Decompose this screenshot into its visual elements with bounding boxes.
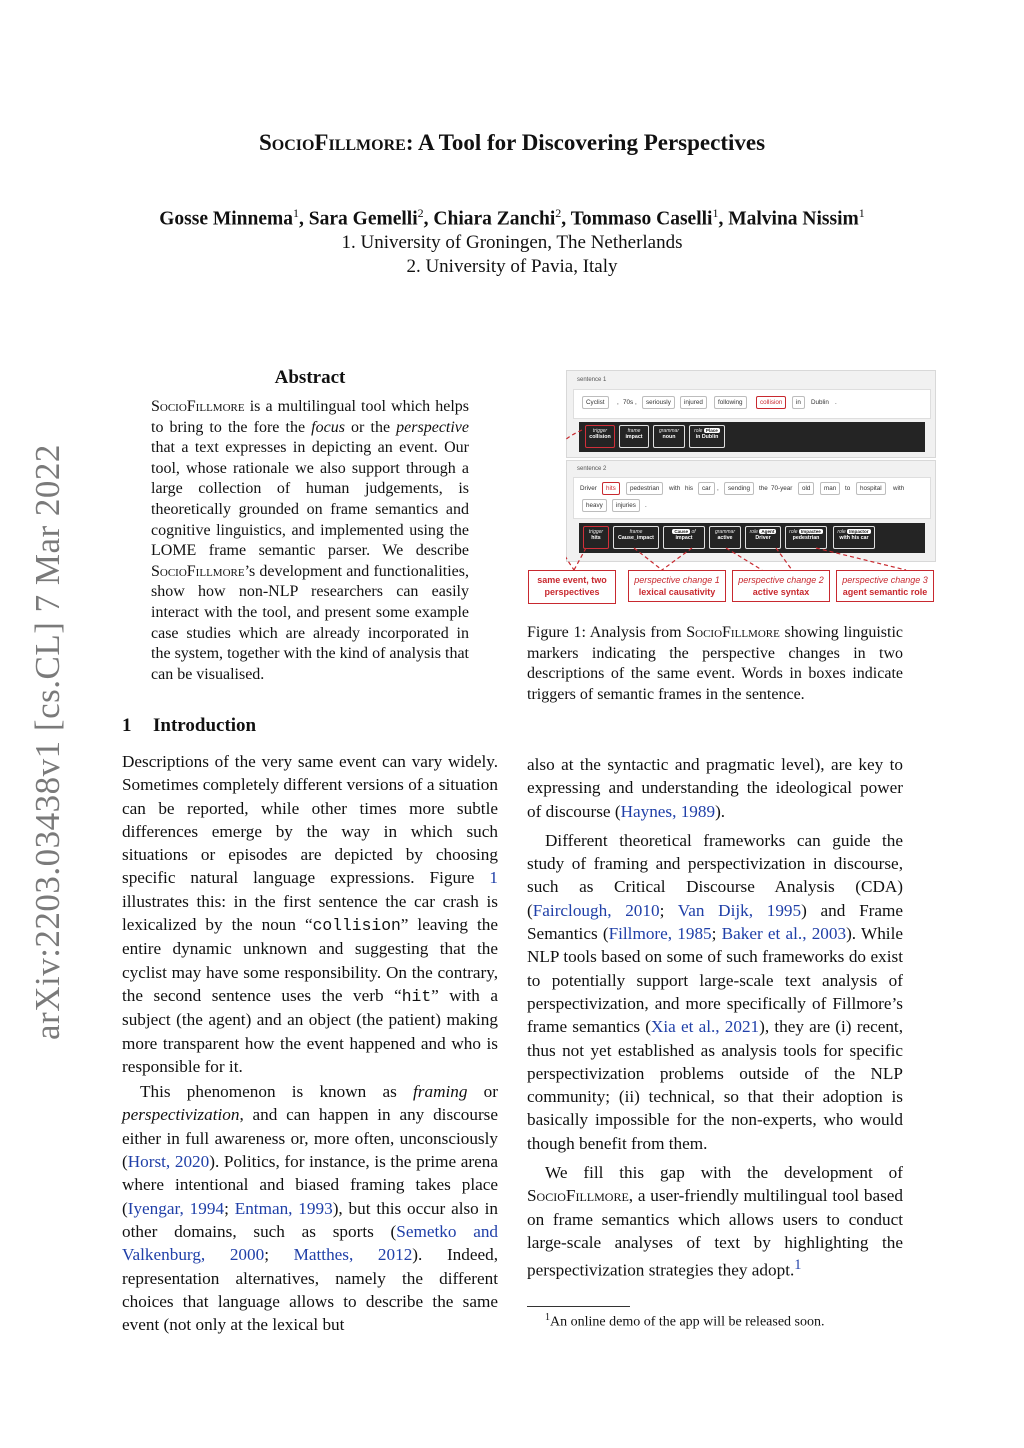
citation-link[interactable]: Haynes, 1989 bbox=[620, 801, 716, 821]
annotation-role-impactee[interactable]: role Impactee pedestrian bbox=[785, 526, 827, 549]
annotation-role[interactable]: role Place in Dublin bbox=[689, 425, 725, 448]
token[interactable]: in bbox=[792, 396, 805, 409]
token[interactable]: Cyclist bbox=[582, 396, 609, 409]
token[interactable]: sending bbox=[724, 482, 754, 495]
affiliation-mark: 2 bbox=[555, 206, 562, 220]
tool-name: SocioFillmore bbox=[258, 130, 406, 155]
token[interactable]: injuries bbox=[612, 499, 640, 512]
arxiv-identifier: arXiv:2203.03438v1 [cs.CL] 7 Mar 2022 bbox=[28, 444, 67, 1040]
token: to bbox=[844, 482, 851, 495]
token[interactable]: pedestrian bbox=[626, 482, 663, 495]
author: Gosse Minnema bbox=[159, 208, 294, 230]
connector-line bbox=[726, 548, 762, 570]
token[interactable]: injured bbox=[680, 396, 707, 409]
tool-name: SocioFillmore bbox=[686, 624, 780, 641]
author: Tommaso Caselli bbox=[570, 208, 713, 230]
token: 70-year bbox=[770, 482, 793, 495]
annotation-causativity[interactable]: Cause of impact bbox=[663, 526, 705, 549]
trigger-token[interactable]: collision bbox=[756, 396, 786, 409]
token: with bbox=[892, 482, 905, 495]
paragraph: Descriptions of the very same event can vary widely. Sometimes completely different versions of a situation can be reported, while other times more subtle differences emerge by the way in which such situations or episodes are depicted by choosing specific natural language expressions. Figure 1 illustrates this: in the first sentence the car crash is lexicalized by the noun “collision” leaving the entire dynamic unknown and suggesting that the cyclist may have some responsibility. On the contrary, the second sentence uses the verb “hit” with a subject (the agent) and an object (the patient) making more transparent how the event happened and who is responsible for it. bbox=[122, 752, 499, 1076]
callout-same-event: same event, two perspectives bbox=[528, 570, 616, 604]
annotation-role-impactor[interactable]: role Impactor with his car bbox=[833, 526, 875, 549]
right-column bbox=[527, 753, 903, 1282]
token: , bbox=[716, 482, 720, 495]
token[interactable]: heavy bbox=[582, 499, 607, 512]
citation-link[interactable]: Xia et al., 2021 bbox=[650, 1017, 760, 1037]
token: , bbox=[616, 396, 620, 409]
token: with bbox=[668, 482, 681, 495]
footnote-divider bbox=[527, 1306, 630, 1307]
annotation-frame[interactable]: frame impact bbox=[619, 425, 649, 448]
citation-link[interactable]: Baker et al., 2003 bbox=[721, 924, 847, 944]
annotation-trigger[interactable]: trigger collision bbox=[585, 425, 615, 448]
token: Driver bbox=[579, 482, 598, 495]
token[interactable]: seriously bbox=[642, 396, 675, 409]
figure-1 bbox=[537, 370, 936, 610]
tool-name: SocioFillmore bbox=[527, 1186, 629, 1206]
token[interactable]: car bbox=[698, 482, 715, 495]
tool-name: SocioFillmore bbox=[151, 398, 245, 415]
annotation-trigger[interactable]: trigger hits bbox=[583, 526, 609, 549]
token: , bbox=[634, 396, 638, 409]
tool-name: SocioFillmore bbox=[151, 562, 245, 580]
affiliation-mark: 1 bbox=[712, 206, 719, 220]
affiliation-1: 1. University of Groningen, The Netherlands bbox=[341, 232, 683, 253]
paper-title bbox=[0, 130, 1024, 156]
token: 70s bbox=[622, 396, 634, 409]
author-list: Gosse Minnema$^1$, Sara Gemelli$^2$, Chiara Zanchi$^2$, Tommaso Caselli$^1$, Malvina Nissim$^1$ bbox=[159, 206, 865, 230]
citation-link[interactable]: Iyengar, 1994 bbox=[127, 1198, 225, 1218]
author: Malvina Nissim bbox=[728, 208, 859, 230]
author: Chiara Zanchi bbox=[433, 208, 556, 230]
token: . bbox=[834, 396, 838, 409]
title-rest: : A Tool for Discovering Perspectives bbox=[405, 130, 766, 155]
callout-perspective-2: perspective change 2 active syntax bbox=[732, 570, 830, 602]
connector-line bbox=[574, 548, 586, 570]
abstract-heading: Abstract bbox=[274, 367, 346, 388]
token[interactable]: hospital bbox=[856, 482, 886, 495]
trigger-token[interactable]: hits bbox=[602, 482, 620, 495]
connector-line bbox=[566, 430, 582, 570]
citation-link[interactable]: Van Dijk, 1995 bbox=[677, 900, 802, 920]
section-heading: 1 Introduction bbox=[122, 715, 257, 736]
annotation-grammar[interactable]: grammar noun bbox=[653, 425, 685, 448]
affiliation-mark: 1 bbox=[858, 206, 865, 220]
footnote: $^1$An online demo of the app will be released soon. bbox=[545, 1312, 825, 1330]
abstract-text: SocioFillmore is a multilingual tool which helps to bring to the fore the focus or the perspective that a text expresses in depicting an event. Our tool, whose rationale we also support through a large collection of human judgements, is theoretically grounded on frame semantics and cognitive linguistics, and implemented using the LOME frame semantic parser. We describe SocioFillmore’s development and functionalities, show how non-NLP researchers can easily interact with the tool, and present some example case studies which are already incorporated in the system, together with the kind of analysis that can be visualised. bbox=[151, 398, 470, 683]
paragraph: We fill this gap with the development of SocioFillmore, a user-friendly multilingual tool based on frame semantics which allows users to conduct large-scale analyses of text by highlighting the perspectivization strategies they adopt.$^1$ bbox=[527, 1163, 903, 1280]
left-column bbox=[122, 750, 498, 1336]
figure-caption: Figure 1: Analysis from SocioFillmore showing linguistic markers indicating the perspective changes in two descriptions of the same event. Words in boxes indicate triggers of semantic frames in the sentence. bbox=[527, 624, 904, 703]
token: his bbox=[684, 482, 694, 495]
connector-line bbox=[776, 548, 792, 570]
sentence-label: sentence 1 bbox=[577, 377, 607, 383]
figure-ref-link[interactable]: 1 bbox=[489, 868, 498, 888]
author: Sara Gemelli bbox=[308, 208, 418, 230]
citation-link[interactable]: Semetko and Valkenburg, 2000 bbox=[122, 1221, 499, 1265]
token: Dublin bbox=[810, 396, 830, 409]
citation-link[interactable]: Fillmore, 1985 bbox=[608, 924, 712, 944]
affiliation-mark: 2 bbox=[417, 206, 424, 220]
annotation-grammar[interactable]: grammar active bbox=[709, 526, 741, 549]
annotation-frame[interactable]: frame Cause_impact bbox=[613, 526, 659, 549]
citation-link[interactable]: Entman, 1993 bbox=[234, 1198, 333, 1218]
affiliation-mark: 1 bbox=[293, 206, 300, 220]
connector-line bbox=[816, 548, 906, 570]
callout-perspective-1: perspective change 1 lexical causativity bbox=[628, 570, 726, 602]
connector-line bbox=[662, 548, 692, 570]
connector-line bbox=[634, 548, 662, 570]
token[interactable]: old bbox=[798, 482, 814, 495]
citation-link[interactable]: Matthes, 2012 bbox=[293, 1245, 413, 1265]
affiliation-2: 2. University of Pavia, Italy bbox=[406, 256, 618, 277]
annotation-role-agent[interactable]: role Agent Driver bbox=[745, 526, 781, 549]
footnote-link[interactable]: 1 bbox=[794, 1257, 802, 1274]
citation-link[interactable]: Horst, 2020 bbox=[127, 1152, 210, 1172]
token[interactable]: following bbox=[714, 396, 747, 409]
token: the bbox=[758, 482, 769, 495]
paragraph: also at the syntactic and pragmatic level), are key to expressing and understanding the ideological power of discourse (Haynes, 1989). bbox=[527, 755, 903, 821]
paragraph: This phenomenon is known as framing or perspectivization, and can happen in any discourse either in full awareness or, more often, unconsciously (Horst, 2020). Politics, for instance, is the prime arena where intentional and biased framing takes place (Iyengar, 1994; Entman, 1993), but this occur also in other domains, such as sports (Semetko and Valkenburg, 2000; Matthes, 2012). Indeed, representation alternatives, namely the different choices that language allows to describe the same event (not only at the lexical but bbox=[122, 1082, 499, 1335]
callout-perspective-3: perspective change 3 agent semantic role bbox=[836, 570, 934, 602]
token[interactable]: man bbox=[820, 482, 840, 495]
citation-link[interactable]: Fairclough, 2010 bbox=[532, 900, 660, 920]
sentence-label: sentence 2 bbox=[577, 466, 607, 472]
token: . bbox=[644, 499, 648, 512]
paragraph: Different theoretical frameworks can guide the study of framing and perspectivization in discourse, such as Critical Discourse Analysis (CDA) (Fairclough, 2010; Van Dijk, 1995) and Frame Semantics (Fillmore, 1985; Baker et al., 2003). While NLP tools based on some of such frameworks do exist to potentially support large-scale text analysis of perspectivization, and more specifically of Fillmore’s frame semantics (Xia et al., 2021), they are (i) recent, thus not yet established as analysis tools for specific perspectivization problems outside of the NLP community; (ii) technical, so that their adoption is basically impossible for the non-experts, who would though benefit from them. bbox=[527, 830, 904, 1153]
